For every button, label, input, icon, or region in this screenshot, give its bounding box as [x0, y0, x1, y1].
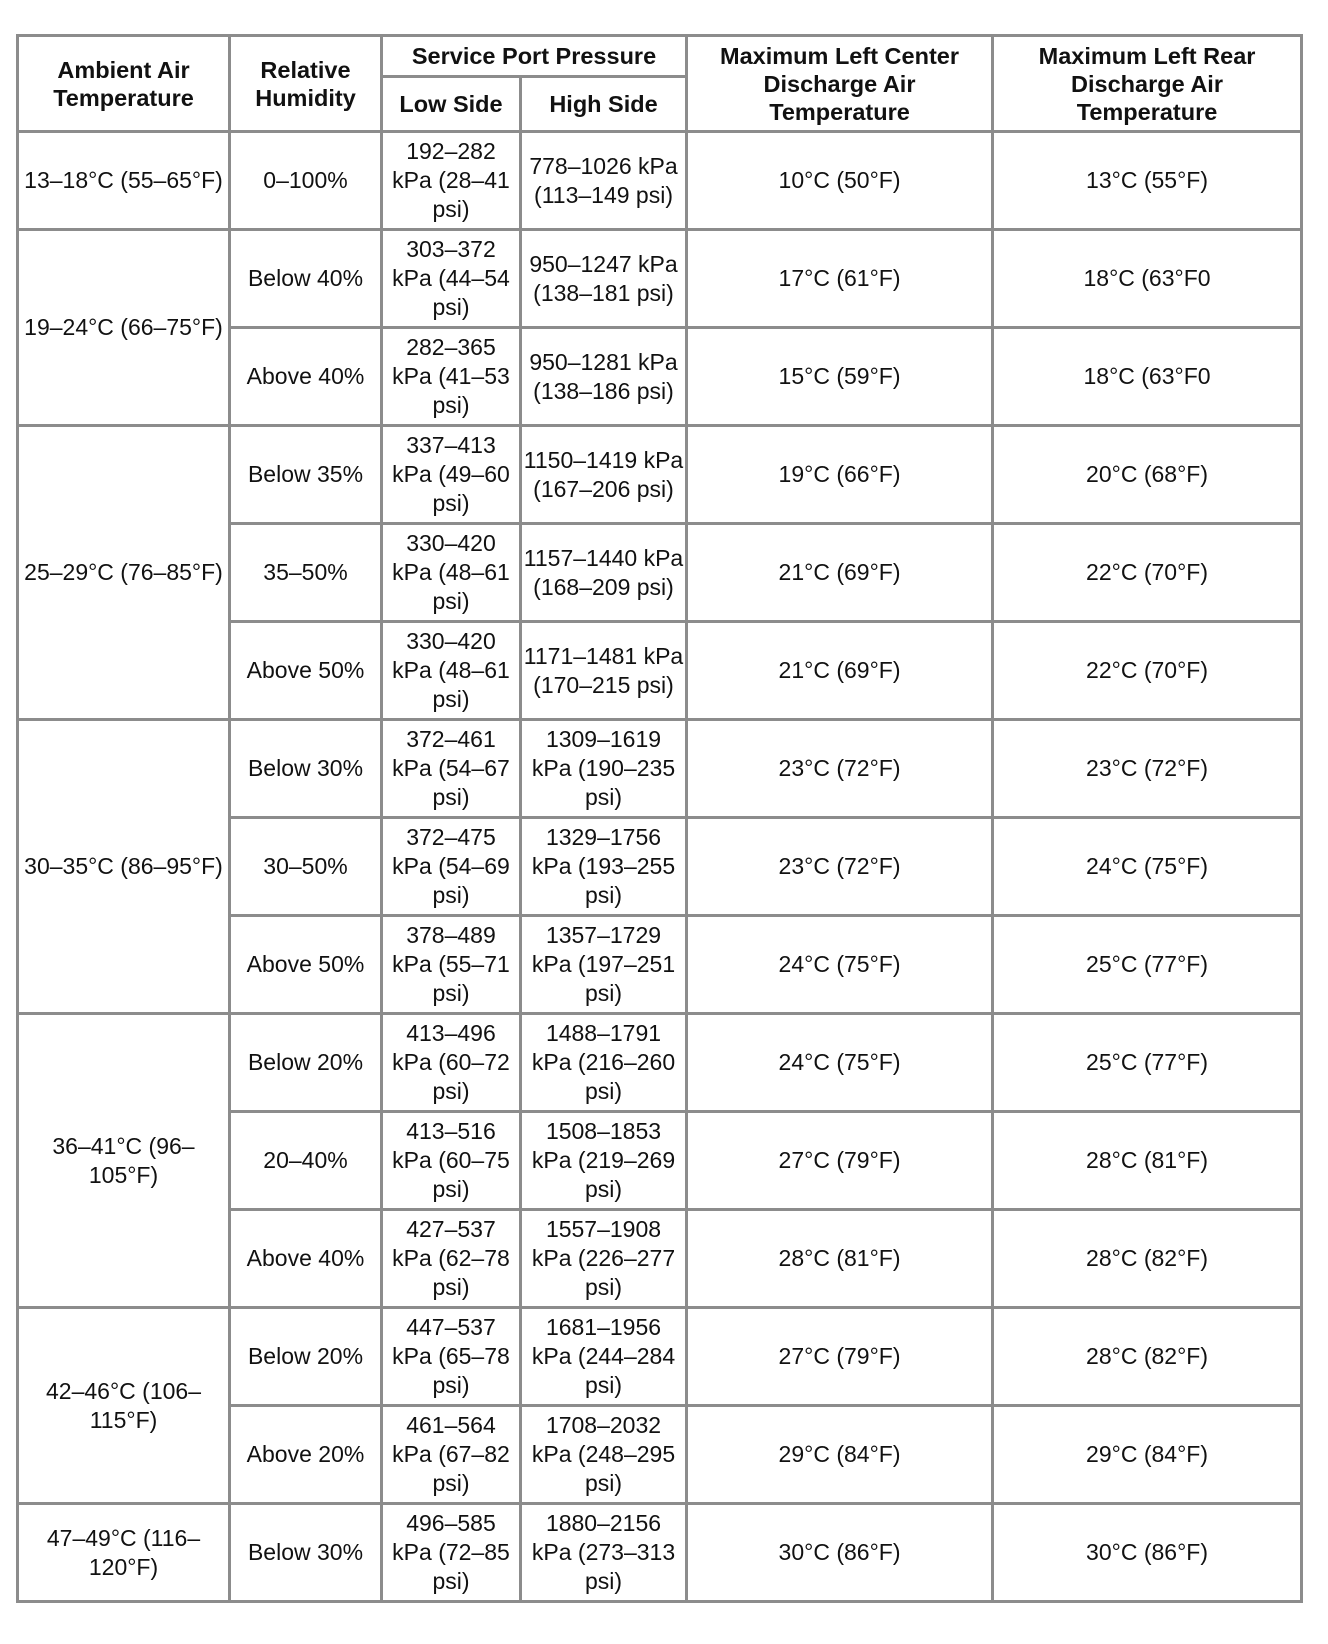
- rear-discharge-temp-cell: 28°C (81°F): [993, 1112, 1302, 1210]
- center-discharge-temp-cell: 24°C (75°F): [687, 1014, 993, 1112]
- high-side-pressure-cell: 1329–1756 kPa (193–255 psi): [521, 818, 687, 916]
- center-discharge-temp-cell: 17°C (61°F): [687, 230, 993, 328]
- high-side-pressure-cell: 778–1026 kPa (113–149 psi): [521, 132, 687, 230]
- high-side-pressure-cell: 1488–1791 kPa (216–260 psi): [521, 1014, 687, 1112]
- rear-discharge-temp-cell: 25°C (77°F): [993, 1014, 1302, 1112]
- high-side-pressure-cell: 950–1281 kPa (138–186 psi): [521, 328, 687, 426]
- table-row: [18, 720, 1302, 818]
- rear-discharge-temp-cell: 20°C (68°F): [993, 426, 1302, 524]
- table-row: [18, 1308, 1302, 1406]
- humidity-cell: Below 30%: [230, 1504, 382, 1602]
- rear-discharge-temp-cell: 18°C (63°F0: [993, 230, 1302, 328]
- rear-discharge-temp-cell: 24°C (75°F): [993, 818, 1302, 916]
- center-discharge-temp-cell: 23°C (72°F): [687, 818, 993, 916]
- humidity-cell: Below 20%: [230, 1308, 382, 1406]
- center-discharge-temp-cell: 27°C (79°F): [687, 1308, 993, 1406]
- center-discharge-temp-cell: 21°C (69°F): [687, 524, 993, 622]
- humidity-cell: Below 40%: [230, 230, 382, 328]
- humidity-cell: 30–50%: [230, 818, 382, 916]
- high-side-pressure-cell: 1681–1956 kPa (244–284 psi): [521, 1308, 687, 1406]
- table-row: [18, 132, 1302, 230]
- high-side-pressure-cell: 1557–1908 kPa (226–277 psi): [521, 1210, 687, 1308]
- high-side-pressure-cell: 1357–1729 kPa (197–251 psi): [521, 916, 687, 1014]
- header-ambient-air-temperature: Ambient Air Temperature: [18, 36, 230, 132]
- ac-performance-table: [16, 34, 1303, 1603]
- table-row: [18, 426, 1302, 524]
- low-side-pressure-cell: 330–420 kPa (48–61 psi): [382, 622, 521, 720]
- table-row: [18, 230, 1302, 328]
- center-discharge-temp-cell: 24°C (75°F): [687, 916, 993, 1014]
- high-side-pressure-cell: 1157–1440 kPa (168–209 psi): [521, 524, 687, 622]
- header-high-side: High Side: [521, 77, 687, 132]
- humidity-cell: Below 20%: [230, 1014, 382, 1112]
- high-side-pressure-cell: 1508–1853 kPa (219–269 psi): [521, 1112, 687, 1210]
- table-row: [18, 1504, 1302, 1602]
- center-discharge-temp-cell: 23°C (72°F): [687, 720, 993, 818]
- header-low-side: Low Side: [382, 77, 521, 132]
- low-side-pressure-cell: 427–537 kPa (62–78 psi): [382, 1210, 521, 1308]
- high-side-pressure-cell: 950–1247 kPa (138–181 psi): [521, 230, 687, 328]
- rear-discharge-temp-cell: 30°C (86°F): [993, 1504, 1302, 1602]
- center-discharge-temp-cell: 29°C (84°F): [687, 1406, 993, 1504]
- header-relative-humidity: Relative Humidity: [230, 36, 382, 132]
- ambient-temperature-cell: 19–24°C (66–75°F): [18, 230, 230, 426]
- low-side-pressure-cell: 413–516 kPa (60–75 psi): [382, 1112, 521, 1210]
- low-side-pressure-cell: 372–461 kPa (54–67 psi): [382, 720, 521, 818]
- rear-discharge-temp-cell: 18°C (63°F0: [993, 328, 1302, 426]
- center-discharge-temp-cell: 30°C (86°F): [687, 1504, 993, 1602]
- high-side-pressure-cell: 1708–2032 kPa (248–295 psi): [521, 1406, 687, 1504]
- low-side-pressure-cell: 496–585 kPa (72–85 psi): [382, 1504, 521, 1602]
- low-side-pressure-cell: 372–475 kPa (54–69 psi): [382, 818, 521, 916]
- rear-discharge-temp-cell: 22°C (70°F): [993, 622, 1302, 720]
- table-row: [18, 1014, 1302, 1112]
- low-side-pressure-cell: 303–372 kPa (44–54 psi): [382, 230, 521, 328]
- high-side-pressure-cell: 1150–1419 kPa (167–206 psi): [521, 426, 687, 524]
- center-discharge-temp-cell: 10°C (50°F): [687, 132, 993, 230]
- rear-discharge-temp-cell: 22°C (70°F): [993, 524, 1302, 622]
- humidity-cell: Above 50%: [230, 916, 382, 1014]
- table-header: [18, 36, 1302, 132]
- humidity-cell: Below 30%: [230, 720, 382, 818]
- header-service-port-pressure: Service Port Pressure: [382, 36, 687, 77]
- humidity-cell: Above 40%: [230, 328, 382, 426]
- center-discharge-temp-cell: 27°C (79°F): [687, 1112, 993, 1210]
- rear-discharge-temp-cell: 29°C (84°F): [993, 1406, 1302, 1504]
- rear-discharge-temp-cell: 25°C (77°F): [993, 916, 1302, 1014]
- ambient-temperature-cell: 25–29°C (76–85°F): [18, 426, 230, 720]
- header-max-left-rear-discharge: Maximum Left Rear Discharge Air Temperature: [993, 36, 1302, 132]
- low-side-pressure-cell: 378–489 kPa (55–71 psi): [382, 916, 521, 1014]
- center-discharge-temp-cell: 15°C (59°F): [687, 328, 993, 426]
- humidity-cell: Above 20%: [230, 1406, 382, 1504]
- header-max-left-center-discharge: Maximum Left Center Discharge Air Temperature: [687, 36, 993, 132]
- table-body: [18, 132, 1302, 1602]
- rear-discharge-temp-cell: 23°C (72°F): [993, 720, 1302, 818]
- humidity-cell: Below 35%: [230, 426, 382, 524]
- low-side-pressure-cell: 337–413 kPa (49–60 psi): [382, 426, 521, 524]
- ambient-temperature-cell: 36–41°C (96–105°F): [18, 1014, 230, 1308]
- center-discharge-temp-cell: 21°C (69°F): [687, 622, 993, 720]
- humidity-cell: 35–50%: [230, 524, 382, 622]
- rear-discharge-temp-cell: 28°C (82°F): [993, 1210, 1302, 1308]
- rear-discharge-temp-cell: 13°C (55°F): [993, 132, 1302, 230]
- high-side-pressure-cell: 1880–2156 kPa (273–313 psi): [521, 1504, 687, 1602]
- low-side-pressure-cell: 192–282 kPa (28–41 psi): [382, 132, 521, 230]
- ambient-temperature-cell: 42–46°C (106–115°F): [18, 1308, 230, 1504]
- ambient-temperature-cell: 30–35°C (86–95°F): [18, 720, 230, 1014]
- humidity-cell: 20–40%: [230, 1112, 382, 1210]
- rear-discharge-temp-cell: 28°C (82°F): [993, 1308, 1302, 1406]
- ambient-temperature-cell: 47–49°C (116–120°F): [18, 1504, 230, 1602]
- high-side-pressure-cell: 1171–1481 kPa (170–215 psi): [521, 622, 687, 720]
- humidity-cell: Above 40%: [230, 1210, 382, 1308]
- low-side-pressure-cell: 330–420 kPa (48–61 psi): [382, 524, 521, 622]
- low-side-pressure-cell: 461–564 kPa (67–82 psi): [382, 1406, 521, 1504]
- center-discharge-temp-cell: 19°C (66°F): [687, 426, 993, 524]
- low-side-pressure-cell: 447–537 kPa (65–78 psi): [382, 1308, 521, 1406]
- low-side-pressure-cell: 282–365 kPa (41–53 psi): [382, 328, 521, 426]
- center-discharge-temp-cell: 28°C (81°F): [687, 1210, 993, 1308]
- low-side-pressure-cell: 413–496 kPa (60–72 psi): [382, 1014, 521, 1112]
- humidity-cell: 0–100%: [230, 132, 382, 230]
- ambient-temperature-cell: 13–18°C (55–65°F): [18, 132, 230, 230]
- high-side-pressure-cell: 1309–1619 kPa (190–235 psi): [521, 720, 687, 818]
- humidity-cell: Above 50%: [230, 622, 382, 720]
